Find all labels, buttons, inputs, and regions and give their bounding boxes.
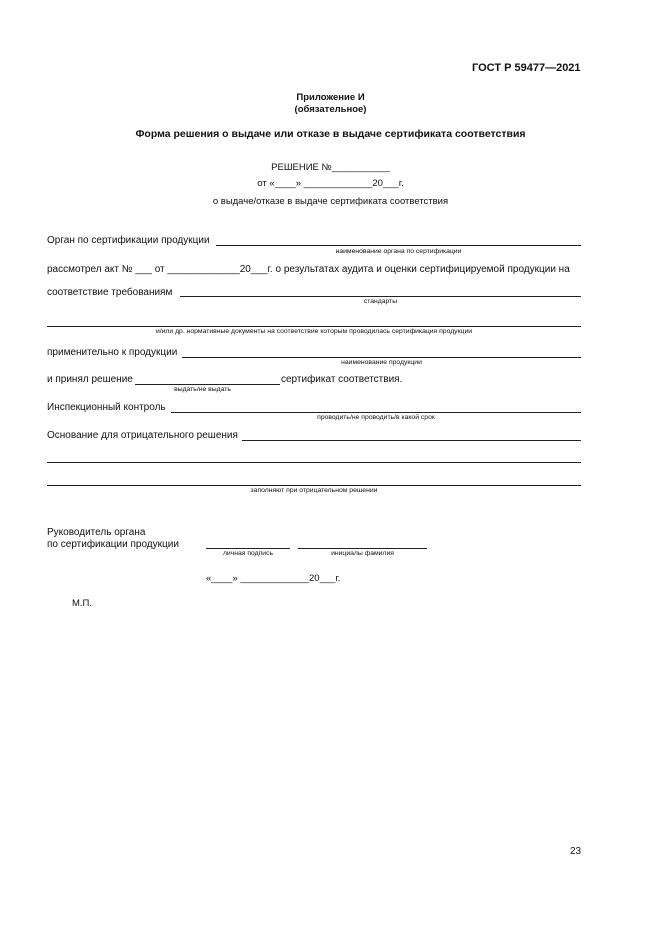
standard-number: ГОСТ Р 59477—2021 (472, 62, 581, 74)
inspection-line (171, 412, 581, 413)
requirements-line (180, 296, 581, 297)
inspection-caption: проводить/не проводить/в какой срок (317, 414, 435, 421)
product-label: применительно к продукции (47, 347, 178, 358)
negative-caption: заполняют при отрицательном решении (250, 487, 378, 494)
product-caption: наименование продукции (341, 359, 422, 366)
name-caption: инициалы фамилия (331, 550, 394, 557)
signatory-role-2: по сертификации продукции (47, 539, 179, 550)
decision-number: РЕШЕНИЕ №___________ (271, 162, 390, 173)
decision-caption: выдать/не выдать (174, 386, 231, 393)
negative-line-1 (242, 440, 581, 441)
decision-line (135, 384, 280, 385)
decision-prefix: и принял решение (47, 374, 133, 385)
requirements-label: соответствие требованиям (47, 287, 173, 298)
signature-caption: личная подпись (222, 550, 274, 557)
inspection-label: Инспекционный контроль (47, 402, 166, 413)
page-number: 23 (570, 846, 582, 857)
signature-line (206, 548, 290, 549)
body-line (216, 245, 581, 246)
body-label: Орган по сертификации продукции (47, 235, 210, 246)
docs-line (47, 326, 581, 327)
reviewed-line: рассмотрел акт № ___ от _____________20___г. о результатах аудита и оценки сертифицируемой продукции на (47, 264, 570, 275)
docs-caption: и/или др. нормативные документы на соответствие которым проводилась сертификация продукции (155, 328, 473, 335)
form-title: Форма решения о выдаче или отказе в выдаче сертификата соответствия (135, 128, 526, 140)
negative-line-2 (47, 462, 581, 463)
body-caption: наименование органа по сертификации (335, 248, 462, 255)
signatory-role-1: Руководитель органа (47, 527, 146, 538)
standards-caption: стандарты (363, 298, 398, 305)
decision-date: от «____» _____________20___г. (257, 178, 404, 189)
decision-suffix: сертификат соответствия. (281, 374, 403, 385)
decision-subject: о выдаче/отказе в выдаче сертификата соответствия (212, 196, 449, 207)
annex-title: Приложение И (296, 92, 365, 103)
negative-line-3 (47, 485, 581, 486)
annex-status: (обязательное) (294, 104, 367, 115)
stamp-mark: М.П. (72, 598, 93, 609)
negative-label: Основание для отрицательного решения (47, 430, 238, 441)
name-line (298, 548, 427, 549)
product-line (182, 357, 581, 358)
signature-date: «____» _____________20___г. (206, 573, 341, 584)
